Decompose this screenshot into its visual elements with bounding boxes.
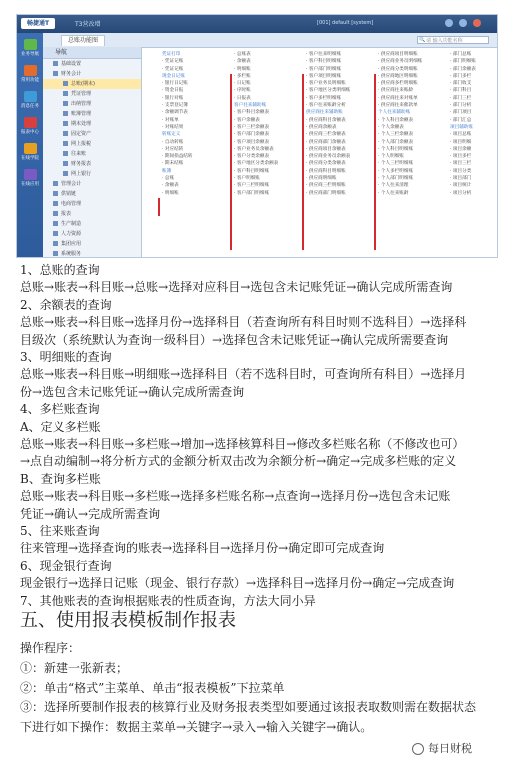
article-line: 总账→账表→科目账→选择月份→选择科目（若查询所有科目时则不选科目）→选择科 <box>20 315 467 330</box>
nav-item-label: 凭证管理 <box>71 91 92 97</box>
toolbar <box>17 33 497 48</box>
folder-icon <box>63 131 68 136</box>
nav-item[interactable] <box>43 79 141 89</box>
nav-item[interactable] <box>43 119 141 129</box>
function-link[interactable]: · 凭证记账 <box>162 59 184 65</box>
article-line: 3、明细账的查询 <box>20 350 112 364</box>
function-link[interactable]: · 供应商项目明细账 <box>378 52 418 57</box>
nav-item[interactable] <box>43 239 141 249</box>
path-text: [001] default [system] <box>317 20 374 26</box>
sidebar-item[interactable] <box>20 117 40 139</box>
function-link[interactable]: · 部门收支 <box>450 81 472 87</box>
function-link[interactable]: · 总账表 <box>234 52 251 57</box>
nav-item-label: 财务报表 <box>71 161 92 167</box>
function-link[interactable]: · 客户业务员余额表 <box>234 146 274 152</box>
nav-item-label: 生产制造 <box>61 221 82 227</box>
nav-item-label: 总账(期末) <box>71 81 95 87</box>
article-line: 凭证→确认→完成所需查询 <box>20 506 161 521</box>
function-link[interactable]: · 供应商余额表 <box>306 124 337 130</box>
nav-item[interactable] <box>43 229 141 239</box>
sidebar-item-label: 业务导航 <box>21 52 39 57</box>
function-column <box>378 51 456 197</box>
function-link[interactable]: · 客户地区分类余额表 <box>234 161 279 167</box>
nav-item-label: 电商管理 <box>61 201 82 207</box>
function-link[interactable]: · 部门明细账 <box>450 59 476 65</box>
sidebar-item-label: 报表中心 <box>21 130 39 135</box>
function-link[interactable]: · 供应商分类余额表 <box>306 161 346 167</box>
nav-item[interactable] <box>43 59 141 69</box>
function-link[interactable]: · 供应商项目余额表 <box>306 146 346 152</box>
article-line: →点自动编制→将分析方式的金额分析双击改为余额分析→确定→完成多栏账的定义 <box>20 454 457 469</box>
folder-icon <box>53 211 58 216</box>
folder-icon <box>63 151 68 156</box>
function-link[interactable]: · 供应商三栏明细账 <box>306 183 346 189</box>
function-link[interactable]: · 个人部门明细账 <box>378 176 414 182</box>
sidebar-item-label: 消息任务 <box>21 104 39 109</box>
nav-item-label: 集团应用 <box>61 241 82 247</box>
sidebar-item[interactable] <box>20 65 40 87</box>
function-link[interactable]: · 项目余额 <box>450 146 472 152</box>
article-line: 目级次（系统默认为查询一级科目）→选择包含未记账凭证→确认完成所需要查询 <box>20 332 449 347</box>
window-title: T3营改增 <box>75 21 101 28</box>
function-link[interactable]: · 供应商分类明细账 <box>378 66 418 72</box>
function-link[interactable]: · 供应商业务员余额表 <box>306 154 351 160</box>
sidebar-item[interactable] <box>20 169 40 191</box>
close-icon[interactable] <box>473 19 481 27</box>
function-link[interactable]: · 项目分析 <box>450 190 472 196</box>
folder-icon <box>63 101 68 106</box>
nav-item[interactable] <box>43 249 141 258</box>
nav-item[interactable] <box>43 69 141 79</box>
function-link[interactable]: · 客户项目明细账 <box>306 73 342 79</box>
function-link[interactable]: · 客户往来账龄分析 <box>306 103 346 109</box>
nav-item[interactable] <box>43 199 141 209</box>
sidebar-item-label: 在线应用 <box>21 182 39 187</box>
folder-icon <box>53 201 58 206</box>
nav-item-label: 出纳管理 <box>71 101 92 107</box>
function-link[interactable]: · 个人多栏明细账 <box>378 168 414 174</box>
function-link[interactable]: · 个人部门余额表 <box>378 139 414 145</box>
nav-item-label: 固定资产 <box>71 131 92 137</box>
nav-item-label: 往来账 <box>71 151 87 157</box>
nav-item-label: 账簿管理 <box>71 111 92 117</box>
nav-header: 导航 <box>43 47 141 59</box>
function-group-title: 账簿 <box>162 168 172 174</box>
function-link[interactable]: · 供应商部门明细账 <box>306 190 346 196</box>
function-link[interactable]: · 银行日记账 <box>162 81 188 87</box>
nav-item-label: 网上银行 <box>71 171 92 177</box>
function-link[interactable]: · 客户部门明细账 <box>306 66 342 72</box>
folder-icon <box>63 171 68 176</box>
article-line: 4、多栏账查询 <box>20 402 100 417</box>
nav-item-label: 网上报税 <box>71 141 92 147</box>
article-line: 5、往来账查询 <box>20 524 100 538</box>
nav-item-label: 人力资源 <box>61 231 82 237</box>
article-line: 份→选包含未记账凭证→确认完成所需查询 <box>20 384 245 399</box>
function-link[interactable]: · 客户项目余额表 <box>234 139 270 145</box>
title-bar <box>17 15 497 33</box>
function-link[interactable]: · 期间损益结转 <box>162 154 193 160</box>
function-link[interactable]: · 供应商科目明细账 <box>306 168 346 174</box>
function-link[interactable]: · 客户余额表 <box>234 117 260 123</box>
function-group-title: 供应商往来辅助账 <box>306 110 343 116</box>
sidebar-item[interactable] <box>20 39 40 61</box>
sidebar-icon <box>24 91 37 102</box>
nav-item-label: 供销链 <box>61 191 77 197</box>
function-link[interactable]: · 客户三栏明细账 <box>234 183 270 189</box>
function-link[interactable]: · 部门汇总 <box>450 117 472 123</box>
function-link[interactable]: · 项目多栏 <box>450 154 472 160</box>
function-link[interactable]: · 客户往来明细账 <box>306 52 342 57</box>
nav-item-label: 基础设置 <box>61 61 82 67</box>
folder-icon <box>63 121 68 126</box>
function-link[interactable]: · 对账单 <box>162 117 179 123</box>
nav-item[interactable] <box>43 159 141 169</box>
function-group-title: 凭证打印 <box>162 52 181 57</box>
folder-icon <box>63 141 68 146</box>
function-link[interactable]: · 余额表 <box>234 59 251 65</box>
function-group-title: 现金日记账 <box>162 73 185 79</box>
folder-icon <box>53 231 58 236</box>
folder-icon <box>53 71 58 76</box>
function-link[interactable]: · 客户三栏余额表 <box>234 124 270 130</box>
article-line: 1、总账的查询 <box>20 263 100 277</box>
nav-item[interactable] <box>43 189 141 199</box>
function-link[interactable]: · 日记账 <box>234 81 251 87</box>
function-group-title: 客户往来辅助账 <box>234 103 267 109</box>
function-link[interactable]: · 客户分类余额表 <box>234 154 270 160</box>
nav-item[interactable] <box>43 129 141 139</box>
sidebar-item-label: 常用功能 <box>21 78 39 83</box>
function-link[interactable]: · 项目明细 <box>450 139 472 145</box>
tab-general-ledger[interactable]: 总账功能图 <box>61 35 105 46</box>
help-icon[interactable] <box>445 19 453 27</box>
function-link[interactable]: · 个人三栏明细账 <box>378 161 414 167</box>
function-link[interactable]: · 日报表 <box>234 95 251 101</box>
function-link[interactable]: · 项目部门 <box>450 176 472 182</box>
section-title: 五、使用报表模板制作报表 <box>20 610 236 631</box>
function-link[interactable]: · 个人科目余额表 <box>378 117 414 123</box>
function-column <box>234 51 312 197</box>
function-link[interactable]: · 明细账 <box>234 66 251 72</box>
function-link[interactable]: · 部门项目 <box>450 110 472 116</box>
article-line: B、查询多栏账 <box>20 471 101 486</box>
folder-icon <box>63 91 68 96</box>
function-link[interactable]: · 个人三栏余额表 <box>378 132 414 138</box>
function-link[interactable]: · 客户科目明细账 <box>234 168 270 174</box>
article-line: 2、余额表的查询 <box>20 297 112 312</box>
article-line: 现金银行→选择日记账（现金、银行存款）→选择科目→选择月份→确定→完成查询 <box>20 576 455 591</box>
function-link[interactable]: · 自动转账 <box>162 139 184 145</box>
function-link[interactable]: · 供应商往来账龄 <box>378 88 414 94</box>
function-link[interactable]: · 供应商往来催款单 <box>378 103 418 109</box>
sidebar-icon <box>24 169 37 180</box>
nav-item[interactable] <box>43 209 141 219</box>
function-group-title: 个人往来辅助账 <box>378 110 411 116</box>
folder-icon <box>53 241 58 246</box>
folder-icon <box>53 61 58 66</box>
function-link[interactable]: · 支票登记簿 <box>162 103 188 109</box>
step-line: ①：新建一张新表； <box>20 660 129 675</box>
nav-panel <box>43 47 142 257</box>
minimize-icon[interactable] <box>459 19 467 27</box>
article-line: 总账→账表→科目账→多栏账→增加→选择核算科目→修改多栏账名称（不修改也可） <box>20 437 465 451</box>
folder-icon <box>53 251 58 256</box>
function-link[interactable]: · 供应商多栏明细账 <box>378 81 418 87</box>
step-line: 下进行如下操作：数据主菜单→关键字→录入→输入关键字→确认。 <box>20 720 373 735</box>
function-link[interactable]: · 客户部门明细账 <box>234 190 270 196</box>
step-line: ②：单击“格式”主菜单、单击“报表模板”下拉菜单 <box>20 680 285 695</box>
function-column <box>450 51 498 197</box>
highlight-mark <box>158 198 160 216</box>
function-link[interactable]: · 明细账 <box>162 190 179 196</box>
function-link[interactable]: · 凭证记账 <box>162 66 184 72</box>
nav-item[interactable] <box>43 149 141 159</box>
function-link[interactable]: · 项目分类 <box>450 168 472 174</box>
function-link[interactable]: · 供应商明细账 <box>306 176 337 182</box>
function-link[interactable]: · 客户业务员明细账 <box>306 81 346 87</box>
folder-icon <box>53 181 58 186</box>
nav-item[interactable] <box>43 99 141 109</box>
function-link[interactable]: · 项目三栏 <box>450 161 472 167</box>
function-link[interactable]: · 客户多栏明细账 <box>306 95 342 101</box>
function-link[interactable]: · 项目总账 <box>450 132 472 138</box>
function-link[interactable]: · 供应商往来对账单 <box>378 95 418 101</box>
step-line: 操作程序： <box>20 641 81 655</box>
function-group-title: 转账定义 <box>162 132 181 138</box>
function-link[interactable]: · 序时账 <box>234 88 251 94</box>
sidebar-item[interactable] <box>20 91 40 113</box>
function-link[interactable]: · 部门分析 <box>450 103 472 109</box>
software-screenshot <box>16 14 498 258</box>
sidebar-icon <box>24 65 37 76</box>
article-line: 往来管理→选择查询的账表→选择科目→选择月份→确定即可完成查询 <box>20 541 385 556</box>
function-column <box>162 51 240 197</box>
step-line: ③：选择所要制作报表的核算行业及财务报表类型如要通过该报表取数则需在数据状态 <box>20 700 477 715</box>
sidebar-item[interactable] <box>20 143 40 165</box>
nav-item-label: 管理会计 <box>61 181 82 187</box>
function-link[interactable]: · 项目统计 <box>450 183 472 189</box>
sidebar-item-label: 在线学院 <box>21 156 39 161</box>
function-link[interactable]: · 多栏账 <box>234 73 251 79</box>
function-link[interactable]: · 供应商部门余额表 <box>306 139 346 145</box>
function-link[interactable]: · 供应商三栏余额表 <box>306 132 346 138</box>
nav-item-label: 财务会计 <box>61 71 82 77</box>
function-link[interactable]: · 总账 <box>162 176 175 182</box>
folder-icon <box>53 191 58 196</box>
function-link[interactable]: · 个人往来账龄 <box>378 190 409 196</box>
function-link[interactable]: · 客户地区分类明细账 <box>306 88 351 94</box>
nav-item-label: 系统服务 <box>61 251 82 257</box>
function-link[interactable]: · 个人明细账 <box>378 154 404 160</box>
function-link[interactable]: · 个人科目明细账 <box>378 146 414 152</box>
nav-item[interactable] <box>43 89 141 99</box>
folder-icon <box>63 111 68 116</box>
sidebar-icon <box>24 39 37 50</box>
nav-item[interactable] <box>43 219 141 229</box>
function-link[interactable]: · 个人往来清理 <box>378 183 409 189</box>
search-input[interactable]: 🔍 请 输入功能名称 <box>417 36 489 44</box>
app-logo: 畅捷通T <box>21 18 55 29</box>
function-link[interactable]: · 客户科目明细账 <box>306 59 342 65</box>
article-line: A、定义多栏账 <box>20 419 101 434</box>
function-column <box>306 51 384 197</box>
brand-watermark: 每日财税 <box>412 740 472 756</box>
function-link[interactable]: · 部门科目 <box>450 88 472 94</box>
folder-icon <box>63 81 68 86</box>
function-link[interactable]: · 余额表 <box>162 183 179 189</box>
left-sidebar <box>17 33 43 257</box>
nav-item[interactable] <box>43 109 141 119</box>
article-line: 7、其他账表的查询根据账表的性质查询，方法大同小异 <box>20 593 316 608</box>
function-link[interactable]: · 余额调节表 <box>162 110 188 116</box>
function-link[interactable]: · 供应商科目余额表 <box>306 117 346 123</box>
sidebar-icon <box>24 117 37 128</box>
function-link[interactable]: · 客户科目余额表 <box>234 110 270 116</box>
function-link[interactable]: · 客户明细账 <box>234 176 260 182</box>
function-link[interactable]: · 个人余额表 <box>378 124 404 130</box>
article-line: 总账→账表→科目账→明细账→选择科目（若不选科目时，可查询所有科目）→选择月 <box>20 367 467 382</box>
function-link[interactable]: · 供应商业务员明细账 <box>378 59 423 65</box>
function-link[interactable]: · 部门多栏 <box>450 73 472 79</box>
nav-item[interactable] <box>43 139 141 149</box>
function-link[interactable]: · 部门总账 <box>450 52 472 57</box>
function-link[interactable]: · 资金日报 <box>162 88 184 94</box>
function-link[interactable]: · 部门三栏 <box>450 95 472 101</box>
nav-item-label: 报表 <box>61 211 72 217</box>
function-link[interactable]: · 对应结转 <box>162 146 184 152</box>
folder-icon <box>53 221 58 226</box>
article-line: 6、现金银行查询 <box>20 558 112 573</box>
nav-item-label: 期末处理 <box>71 121 92 127</box>
function-link[interactable]: · 部门余额表 <box>450 66 476 72</box>
folder-icon <box>63 161 68 166</box>
function-link[interactable]: · 对账结果 <box>162 124 184 130</box>
function-link[interactable]: · 供应商地区明细账 <box>378 73 418 79</box>
function-link[interactable]: · 客户部门余额表 <box>234 132 270 138</box>
nav-item[interactable] <box>43 179 141 189</box>
article-line: 总账→账表→科目账→多栏账→选择多栏账名称→点查询→选择月份→选包含未记账 <box>20 489 451 504</box>
function-group-title: 项目辅助账 <box>450 124 473 130</box>
function-map <box>142 48 497 257</box>
article-line: 总账→账表→科目账→总账→选择对应科目→选包含未记账凭证→确认完成所需查询 <box>20 280 453 295</box>
nav-item[interactable] <box>43 169 141 179</box>
function-link[interactable]: · 银行对账 <box>162 95 184 101</box>
function-link[interactable]: · 期末结账 <box>162 161 184 167</box>
sidebar-icon <box>24 143 37 154</box>
